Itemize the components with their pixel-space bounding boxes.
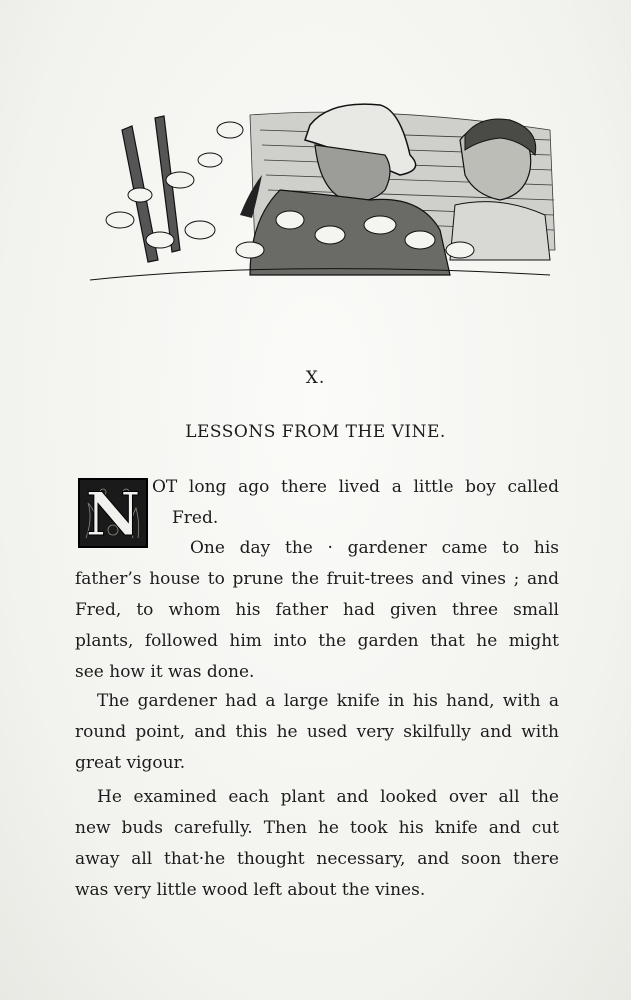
text-line: round point, and this he used very skilfully and with [75,722,559,742]
text-line: away all that·he thought necessary, and soon there [75,849,559,869]
decorative-initial-n [78,478,148,548]
text-line: He examined each plant and looked over all the [97,787,559,807]
text-line: OT long ago there lived a little boy called [152,477,559,497]
chapter-title: LESSONS FROM THE VINE. [185,422,446,442]
text-line: Fred, to whom his father had given three small [75,600,559,620]
gardener-illustration [80,100,560,285]
paragraph-2-body [75,717,559,779]
text-line: great vigour. [75,753,186,773]
svg-text:N: N [85,480,141,548]
text-line: One day the · gardener came to his [190,538,559,558]
paragraph-3-body [75,813,559,906]
paragraph-1-body [75,564,559,688]
paragraph-1-opening-2 [172,503,472,534]
text-line: The gardener had a large knife in his hand, with a [97,691,559,711]
paragraph-2-first [97,686,559,717]
paragraph-1-indented [190,533,559,564]
paragraph-3-first [97,782,559,813]
text-line: father’s house to prune the fruit-trees and vines ; and [75,569,559,589]
text-line: was very little wood left about the vines. [75,880,426,900]
text-line: plants, followed him into the garden that he might [75,631,559,651]
paragraph-1-opening [152,472,559,503]
chapter-number: X. [305,368,326,388]
text-line: Fred. [172,508,219,528]
text-line: see how it was done. [75,662,255,682]
text-line: new buds carefully. Then he took his knife and cut [75,818,559,838]
